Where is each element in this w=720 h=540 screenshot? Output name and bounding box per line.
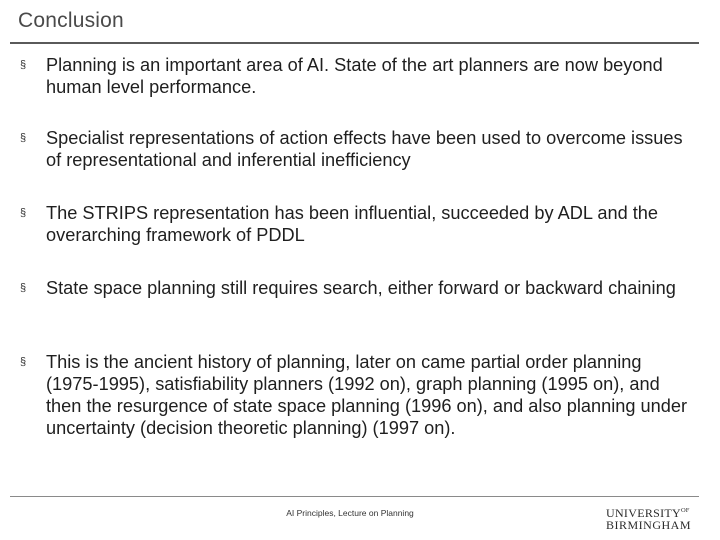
logo-word-university: UNIVERSITY — [606, 506, 681, 520]
bullet-text: Planning is an important area of AI. State of the art planners are now beyond human level performance. — [46, 55, 663, 97]
footer-divider — [10, 496, 699, 497]
logo-line-university — [606, 505, 698, 519]
logo-word-birmingham: BIRMINGHAM — [606, 518, 692, 532]
bullet-text: Specialist representations of action effects have been used to overcome issues of representational and inferential inefficiency — [46, 128, 683, 170]
bullet-item — [20, 202, 690, 246]
bullet-item — [20, 351, 690, 439]
bullet-marker: § — [20, 282, 27, 294]
bullet-marker: § — [20, 207, 27, 219]
bullet-marker: § — [20, 132, 27, 144]
title-divider — [10, 42, 699, 44]
bullet-marker: § — [20, 59, 27, 71]
logo-word-of: OF — [681, 507, 690, 514]
bullet-item — [20, 127, 690, 171]
bullet-marker: § — [20, 356, 27, 368]
bullet-text: This is the ancient history of planning, later on came partial order planning (1975-1995), satisfiability planners (1992 on), graph planning (1995 on), and then the resurgence of state space planning (1996 on), and also planning under uncertainty (decision theoretic planning) (1997 on). — [46, 352, 688, 438]
bullet-item — [20, 277, 690, 299]
university-logo — [606, 505, 698, 531]
slide-title: Conclusion — [18, 9, 124, 32]
bullet-text: The STRIPS representation has been influential, succeeded by ADL and the overarching framework of PDDL — [46, 203, 659, 245]
bullet-text: State space planning still requires search, either forward or backward chaining — [46, 278, 676, 298]
bullet-item — [20, 54, 690, 98]
footer-caption: AI Principles, Lecture on Planning — [286, 508, 414, 518]
